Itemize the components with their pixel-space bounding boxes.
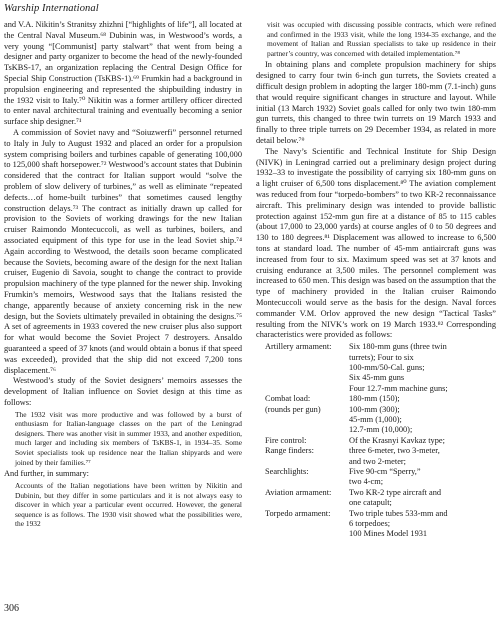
spec-row — [256, 467, 496, 488]
paragraph: In obtaining plans and complete propulsion machinery for ships designed to carry four twin 6-inch gun turrets, the Soviets created a difficult design problem in adopting the larger 180-mm (7.1-inch) guns that would require significant changes in structure and layout. While initial (13 March 1932) Soviet goals called for only two twin 180-mm gun turrets, this changed to three twin turrets on 19 March 1933 and finally to three triple turrets on 29 December 1934, as related in more detail below.⁷⁹ — [256, 60, 496, 145]
spec-label: (rounds per gun) — [265, 404, 321, 414]
spec-label: Artillery armament: — [265, 342, 332, 352]
block-quote-continuation: visit was occupied with discussing possible contracts, which were refined and confirmed in the 1933 visit, while the long 1934-35 exchange, and the movement of Italian and Russian specialists to take up residence in their partner’s country, was concerned with detailed implementation.⁷⁸ — [267, 20, 496, 58]
spec-row — [256, 342, 496, 394]
spec-value: Two triple tubes 533-mm and 6 torpedoes; 100 Mines Model 1931 — [349, 508, 448, 539]
spec-value: Five 90-cm “Sperry,” two 4-cm; — [349, 466, 421, 487]
spec-row — [256, 405, 496, 436]
paragraph: The Navy’s Scientific and Technical Institute for Ship Design (NIVK) in Leningrad carried out a preliminary design project during 1932–33 to investigate the possibility of carrying six 180-mm guns on a light cruiser of 6,500 tons displacement.⁸⁰ The aviation complement was reduced from four “torpedo-bombers” to two KR-2 reconnaissance aircraft. This preliminary design was intended to provide ballistic protection against 152-mm gun fire at a distance of 85 to 115 cables (about 17,000 to 23,000 yards) at course angles of 0 to 50 degrees and 130 to 180 degrees.⁸¹ Displacement was allowed to increase to 6,500 tons at standard load. The number of 45-mm antiaircraft guns was increased from four to six. Maximum speed was set at 37 knots and cruising endurance at 3,500 miles. The personnel complement was increased to 650 men. This design was based on the assumption that the type of machinery provided in the Italian cruiser Raimondo Montecuccoli would serve as the basis for the design. Naval forces commander V.M. Orlov approved the new design “Tactical Tasks” resulting from the NIVK’s work on 19 March 1933.⁸² Corresponding characteristics were provided as follows: — [256, 146, 496, 340]
spec-value: Six 180-mm guns (three twin turrets); Four to six 100-mm/50-Cal. guns; Six 45-mm guns Four 12.7-mm machine guns; — [349, 342, 448, 393]
spec-value: 180-mm (150); — [349, 394, 400, 404]
spec-row — [256, 394, 496, 404]
spec-value: 100-mm (300); 45-mm (1,000); 12.7-mm (10,000); — [349, 404, 413, 435]
spec-value: three 6-meter, two 3-meter, and two 2-meter; — [349, 446, 440, 466]
spec-label: Combat load: — [265, 394, 311, 404]
paragraph: A commission of Soviet navy and “Soiuzwerfi” personnel returned to Italy in July to August 1932 and placed an order for a propulsion system comprising boilers and turbines capable of generating 100,000 to 125,000 shaft horsepower.⁷² Westwood’s account states that Dubinin considered that the contract for Italian support would “solve the problem of slow delivery of turbines,” as well as eliminate “repeated defects…of home-built turbines” that sometimes caused lengthy construction delays.⁷³ The contract as initially drawn up called for provision to the Soviets of working drawings for the new Italian cruiser Raimondo Montecuccoli, as well as turbines, boilers, and associated equipment of this type for use in the lead Soviet ship.⁷⁴ Again according to Westwood, the details soon became complicated because the Soviets, becoming aware of the design for the next Italian cruiser, Eugenio di Savoia, sought to change the contract to provide propulsion machinery of the type planned for the newer ship. Invoking Frumkin’s memoirs, Westwood says that the Italians resisted the change, apparently because of anxiety concerning risk in the new design, but the Soviets ultimately prevailed in obtaining the designs.⁷⁵ A set of agreements in 1933 covered the new cruiser plus also support for what would become the Soviet Project 7 destroyers. Ansaldo guaranteed a speed of 37 knots (and would obtain a bonus if that speed was exceeded), provided that the ship did not exceed 7,200 tons displacement.⁷⁶ — [4, 127, 242, 375]
paragraph: and V.A. Nikitin’s Stranitsy zhizhni [“highlights of life”], all located at the Central Naval Museum.⁶⁸ Dubinin was, in Westwood’s words, a very young “[Communist] party stalwart” that went from being a designer and party organizer to become the head of the newly-founded TsKBS-17, an organization replacing the Central Design Office for Special Ship Construction (TsKBS-1).⁶⁹ Frumkin had a background in propulsion engineering and represented the shipbuilding industry in the 1932 visit to Italy.⁷⁰ Nikitin was a former artillery officer directed to enter naval architectural training and eventually becoming a senior surface ship designer.⁷¹ — [4, 20, 242, 127]
page-number: 306 — [4, 603, 19, 614]
spec-label: Torpedo armament: — [265, 508, 331, 518]
spec-value: Two KR-2 type aircraft and one catapult; — [349, 487, 442, 508]
spec-row — [256, 436, 496, 446]
spec-row — [256, 446, 496, 467]
spec-label: Aviation armament: — [265, 487, 332, 497]
left-column — [4, 20, 242, 531]
characteristics-list — [256, 342, 496, 540]
spec-label: Range finders: — [265, 446, 314, 456]
spec-row — [256, 509, 496, 540]
spec-row — [256, 488, 496, 509]
paragraph: And further, in summary: — [4, 469, 89, 479]
spec-value: Of the Krasnyi Kavkaz type; — [349, 435, 445, 445]
block-quote: The 1932 visit was more productive and was followed by a burst of enthusiasm for Italian-language classes on the part of the Leningrad designers. There was another visit in summer 1933, and another expedition, much larger and including six members of TsKBS-1, in 1934–35. Some Soviet specialists took up residence near the Italian shipyards and were joined by their families.⁷⁷ — [15, 409, 242, 467]
spec-label: Fire control: — [265, 435, 307, 445]
block-quote: Accounts of the Italian negotiations have been written by Nikitin and Dubinin, but they differ in some particulars and it is not always easy to discover in which year a particular event occurred. However, the general sequence is as follows. The 1930 visit showed what the possibilities were, the 1932 — [15, 481, 242, 529]
running-title: Warship International — [4, 3, 99, 14]
spec-label: Searchlights: — [265, 466, 309, 476]
paragraph: Westwood’s study of the Soviet designers’ memoirs assesses the development of Italian influence on Soviet design at this time as follows: — [4, 376, 242, 407]
right-column — [256, 20, 496, 540]
